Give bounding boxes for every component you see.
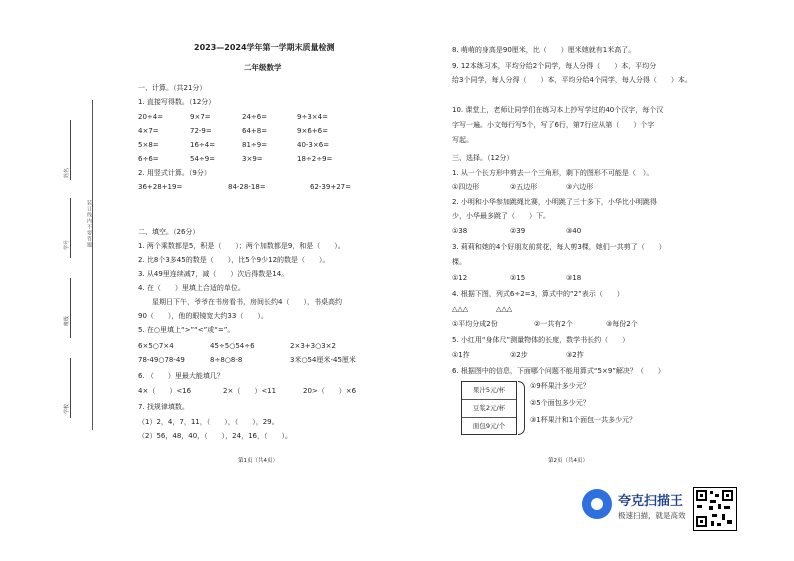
triangle-group: △△△ — [496, 305, 513, 313]
fill-q7-2: （2）56，48，40，（ ），24，16，（ ）。 — [138, 432, 292, 440]
choice-option: ①1拃 — [452, 351, 470, 359]
label-class: 班级 — [64, 315, 70, 326]
choice-q2-line2: 少，小华最多跳了（ ）下。 — [452, 212, 550, 220]
calc-cell: 5×8= — [138, 141, 159, 149]
choice-q2-line1: 2. 小明和小华参加跳绳比赛，小明跳了三十多下，小华比小明跳得 — [452, 198, 657, 206]
fill-q3: 3. 从49里连续减7，减（ ）次后得数是14。 — [138, 270, 289, 278]
s1-q1: 1. 直接写得数。（12分） — [138, 98, 216, 106]
calc-cell: 18÷2÷9= — [297, 155, 333, 163]
fill-q10-line3: 写起。 — [452, 136, 473, 144]
price-soymilk: 豆浆2元/杯 — [462, 400, 516, 418]
choice-option: ②5个面包多少元？ — [530, 399, 590, 407]
section-3-heading: 三、选择。（12分） — [452, 154, 514, 162]
choice-q3-line1: 3. 莉莉和她的4个好朋友前赏花，每人剪3棵，她们一共剪了（ ） — [452, 243, 666, 251]
fill-q9-line2: 给3个同学，每人分得（ ）本，平均分给4个同学，每人分得（ ）本。 — [452, 76, 692, 84]
calc-cell: 9×6+6= — [297, 127, 328, 135]
compare-item: 8÷8○8-8 — [210, 356, 243, 364]
choice-option: ①四边形 — [452, 183, 480, 191]
choice-option: ③六边形 — [566, 183, 594, 191]
fill-q4-line1: 星期日下午，爷爷在书房看书，房间长约4（ ），书桌高约 — [152, 298, 342, 306]
scanner-logo-inner — [591, 498, 603, 510]
fill-q4-line2: 90（ ），他的眼镜宽大约33（ ）。 — [138, 312, 268, 320]
choice-option: ②五边形 — [510, 183, 538, 191]
calc-cell: 40-3×6= — [297, 141, 330, 149]
choice-option: ①9杯果汁多少元？ — [530, 382, 590, 390]
choice-q4: 4. 根据下图，列式6÷2=3，算式中的“2”表示（ ） — [452, 290, 624, 298]
fill-q10-line2: 字写一遍。小文每行写5个，写了6行，第7行应从第（ ）个字 — [452, 121, 655, 129]
calc-cell: 64+8= — [242, 127, 268, 135]
school-blank — [70, 358, 71, 418]
fill-q5: 5. 在○里填上“>”“<”或“=”。 — [138, 326, 235, 334]
label-student-id: 学号 — [64, 239, 70, 250]
vertical-calc: 36+28+19= — [138, 183, 183, 191]
calc-cell: 72-9= — [190, 127, 212, 135]
choice-q6: 6. 根据图中的信息，下面哪个问题不能用算式“5×9”解决？（ ） — [452, 367, 665, 375]
fill-q7-1: （1）2，4，7，11，（ ），（ ），29。 — [138, 418, 279, 426]
exam-title: 2023—2024学年第一学期末质量检测 — [194, 43, 335, 52]
calc-cell: 20÷4= — [138, 113, 164, 121]
choice-q3-line2: 棵。 — [452, 258, 466, 266]
q6-item: 4×（ ）<16 — [138, 387, 192, 395]
choice-option: ③2拃 — [566, 351, 584, 359]
choice-option: ②39 — [510, 227, 526, 235]
fill-q2: 2. 比8个3多45的数是（ ），比5个9少12的数是（ ）。 — [138, 256, 330, 264]
fill-q8: 8. 萌萌的身高是90厘米，比（ ）厘米她就有1米高了。 — [452, 46, 636, 54]
choice-option: ③18 — [566, 274, 582, 282]
fill-q9-line1: 9. 12本练习本，平均分给2个同学，每人分得（ ）本，平均分 — [452, 62, 657, 70]
q6-item: 2×（ ）<11 — [223, 387, 277, 395]
compare-item: 3米○54厘米-45厘米 — [290, 356, 356, 364]
fill-q1: 1. 两个乘数都是5，积是（ ）；两个加数都是9，和是（ ）。 — [138, 242, 345, 250]
scanner-brand: 夸克扫描王 — [618, 494, 684, 509]
calc-cell: 6÷6= — [138, 155, 159, 163]
choice-q5: 5. 小红用“身体尺”测量物体的长度，数学书长约（ ） — [452, 336, 630, 344]
scanner-slogan: 极速扫描，就是高效 — [618, 511, 686, 520]
calc-cell: 24÷6= — [242, 113, 268, 121]
page-footer-right: 第2页（共4页） — [548, 458, 588, 464]
choice-option: ③1杯果汁和1个面包一共多少元？ — [530, 416, 637, 424]
calc-cell: 81÷9= — [242, 141, 268, 149]
vertical-calc: 84-28-18= — [228, 183, 266, 191]
compare-item: 45÷5○54÷6 — [210, 342, 255, 350]
compare-item: 2×3+3○3×2 — [290, 342, 336, 350]
triangle-group: △△△ — [452, 305, 469, 313]
qr-code-icon — [693, 487, 737, 531]
label-name: 姓名 — [64, 167, 70, 178]
fill-q7: 7. 找规律填数。 — [138, 403, 189, 411]
compare-item: 78-49○78-49 — [138, 356, 185, 364]
calc-cell: 9÷3×4= — [297, 113, 328, 121]
choice-option: ①平均分成2份 — [452, 320, 498, 328]
binding-line — [92, 100, 93, 430]
section-2-heading: 二、填空。（26分） — [138, 228, 200, 236]
calc-cell: 9×7= — [190, 113, 211, 121]
s1-q2: 2. 用竖式计算。（9分） — [138, 169, 211, 177]
compare-item: 6×5○7×4 — [138, 342, 174, 350]
choice-option: ②一共有2个 — [534, 320, 573, 328]
fill-q10-line1: 10. 课堂上，老师让同学们在练习本上抄写学过的40个汉字，每个汉 — [452, 106, 664, 114]
choice-option: ②2步 — [510, 351, 528, 359]
choice-option: ③40 — [566, 227, 582, 235]
binding-fold-text: 装订线内不要答题 — [86, 200, 92, 248]
section-1-heading: 一、计算。（共21分） — [138, 84, 207, 92]
name-blank — [70, 120, 71, 180]
calc-cell: 3×9= — [242, 155, 263, 163]
choice-option: ②15 — [510, 274, 526, 282]
fill-q4: 4. 在（ ）里填上合适的单位。 — [138, 284, 245, 292]
choice-option: ①38 — [452, 227, 468, 235]
choice-option: ①12 — [452, 274, 468, 282]
choice-q1: 1. 从一个长方形中剪去一个三角形，剩下的图形不可能是（ ）。 — [452, 169, 654, 177]
id-blank — [70, 198, 71, 258]
vertical-calc: 62-39+27= — [310, 183, 351, 191]
calc-cell: 16÷4= — [190, 141, 216, 149]
choice-option: ③每份2个 — [606, 320, 638, 328]
page-footer-left: 第1页（共4页） — [238, 458, 278, 464]
fill-q6: 6. （ ）里最大能填几？ — [138, 372, 224, 380]
exam-subtitle: 二年级数学 — [244, 63, 282, 72]
price-bread: 面包9元/个 — [472, 422, 506, 430]
brace — [518, 381, 525, 435]
calc-cell: 54÷9= — [190, 155, 216, 163]
q6-item: 20>（ ）×6 — [303, 387, 357, 395]
label-school: 学校 — [64, 403, 70, 414]
price-juice: 果汁5元/杯 — [462, 382, 516, 400]
class-blank — [70, 278, 71, 338]
calc-cell: 4×7= — [138, 127, 159, 135]
price-table — [461, 381, 517, 435]
